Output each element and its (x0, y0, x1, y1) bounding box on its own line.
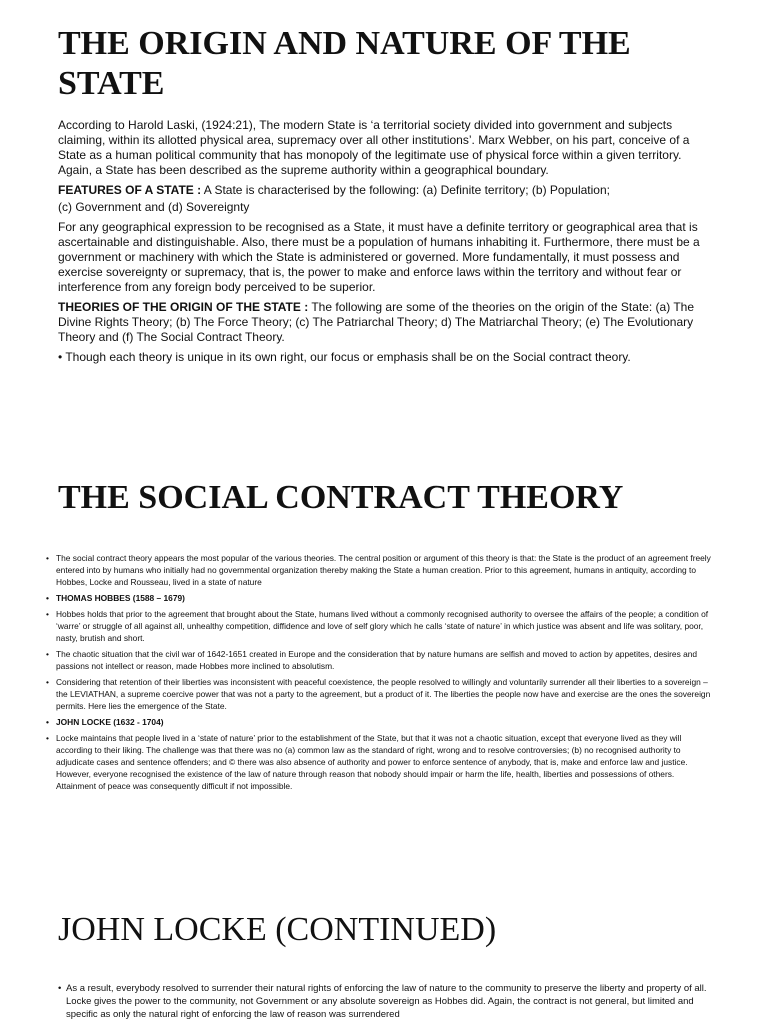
list-item-text: The chaotic situation that the civil war of 1642-1651 created in Europe and the consideration that by nature humans are selfish and moved to action by appetites, desires and passions not intellect or reason, made Hobbes more inclined to absolutism. (56, 649, 698, 671)
list-item-text: Considering that retention of their liberties was inconsistent with peaceful coexistence, the people resolved to willingly and voluntarily surrender all their liberties to a sovereign – the LEVIATHAN, a supreme coercive power that was not a party to the agreement, but a product of it. The liberties the people now have and exercise are the ones the sovereign permits. Here lies the emergence of the State. (56, 677, 711, 711)
list-item-text: Locke maintains that people lived in a ‘state of nature’ prior to the establishment of the State, but that it was not a chaotic situation, except that everyone lived as they will according to their liking. The challenge was that there was no (a) common law as the standard of right, wrong and to resolve controversies; (b) no recognised authority to adjudicate cases and sentence offenders; and © there was also absence of authority and power to enforce sentence of anybody, that is, make and enforce law and justice. However, everyone recognised the existence of the law of nature through reason that nobody should impair or harm the life, health, liberties and possessions of others. Attainment of peace was consequently difficult if not impossible. (56, 733, 688, 791)
focus-bullet-text: Though each theory is unique in its own right, our focus or emphasis shall be on the Social contract theory. (65, 350, 631, 364)
theories-label: THEORIES OF THE ORIGIN OF THE STATE : (58, 300, 309, 314)
list-item (46, 676, 716, 712)
slide-title: JOHN LOCKE (CONTINUED) (58, 911, 497, 948)
bullet-icon: • (46, 553, 49, 563)
slide-title: THE ORIGIN AND NATURE OF THE STATE (58, 25, 631, 102)
bullet-icon: • (58, 983, 62, 994)
features-text: A State is characterised by the following: (a) Definite territory; (b) Population; (201, 183, 610, 197)
list-item-text: Hobbes holds that prior to the agreement that brought about the State, humans lived without a commonly recognised authority to oversee the affairs of the people; a condition of ‘warre’ or struggle of all against all, unhealthy competition, diffidence and love of self glory which he calls ‘state of nature’ in which justice was absent and life was solitary, poor, nasty, brutish and short. (56, 609, 709, 643)
bullet-icon: • (46, 717, 49, 727)
list-item (46, 608, 716, 644)
bullet-icon: • (58, 350, 66, 364)
list-item-text: As a result, everybody resolved to surrender their natural rights of enforcing the law of nature to the community to preserve the liberty and property of all. Locke gives the power to the community, not Government or any absolute sovereign as Hobbes did. Again, the contract is not general, but limited and specific as only the natural right of enforcing the law of reason was surrendered (66, 983, 707, 1020)
bullet-icon: • (46, 733, 49, 743)
features-paragraph (58, 183, 710, 198)
laski-paragraph: According to Harold Laski, (1924:21), The modern State is ‘a territorial society divided into government and subjects claiming, within its allotted physical area, supremacy over all other institutions’. Marx Webber, on his part, conceive of a State as a human political community that has monopoly of the legitimate use of physical force within a given territory. Again, a State has been described as the supreme authority within a geographical boundary. (58, 118, 690, 177)
bullet-icon: • (46, 609, 49, 619)
focus-bullet (58, 350, 710, 365)
bullet-icon: • (46, 677, 49, 687)
list-item-heading (46, 592, 716, 604)
list-item (46, 552, 716, 588)
slide-origin-and-nature (0, 0, 768, 420)
locke-continued-list (58, 982, 718, 1021)
territory-paragraph: For any geographical expression to be recognised as a State, it must have a definite territory or geographical area that is ascertainable and distinguishable. Also, there must be a population of humans inhabiting it. Furthermore, there must be a government or machinery with which the State is administered or governed. More fundamentally, it must possess and exercise sovereignty or supremacy, that is, the power to make and enforce laws within the territory and without fear or interference from any foreign body perceived to be superior. (58, 220, 700, 294)
list-item (46, 648, 716, 672)
list-item-text: THOMAS HOBBES (1588 – 1679) (56, 593, 185, 603)
list-item-heading (46, 716, 716, 728)
list-item-text: The social contract theory appears the most popular of the various theories. The central position or argument of this theory is that: the State is the product of an agreement freely entered into by humans who initially had no governmental organization thereby making the State a human creation. Prior to this agreement, humans in antiquity, according to Hobbes, Locke and Rousseau, lived in a state of nature (56, 553, 711, 587)
features-continued: (c) Government and (d) Sovereignty (58, 200, 250, 214)
theories-paragraph (58, 300, 710, 345)
list-item (58, 982, 718, 1021)
slide-body (58, 118, 710, 370)
theories-text: The following are some of the theories on the origin of the State: (a) The Divine Rights Theory; (b) The Force Theory; (c) The Patriarchal Theory; d) The Matriarchal Theory; (e) The Evolutionary Theory and (f) The Social Contract Theory. (58, 300, 695, 344)
bullet-icon: • (46, 593, 49, 603)
slide-social-contract (0, 460, 768, 840)
social-contract-list (46, 552, 716, 796)
features-label: FEATURES OF A STATE : (58, 183, 202, 197)
list-item-text: JOHN LOCKE (1632 - 1704) (56, 717, 164, 727)
list-item (46, 732, 716, 792)
bullet-icon: • (46, 649, 49, 659)
slide-locke-continued (0, 880, 768, 1024)
slide-title: THE SOCIAL CONTRACT THEORY (58, 479, 624, 516)
